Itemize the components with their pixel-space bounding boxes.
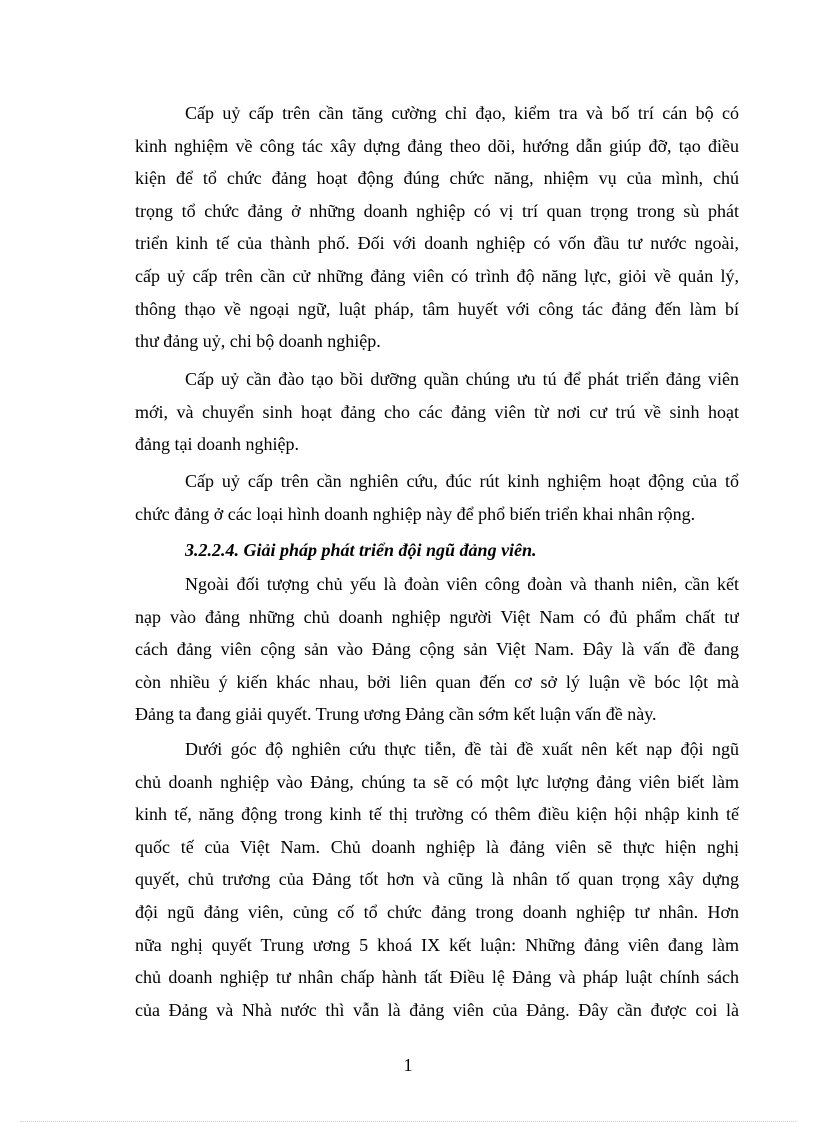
page-bottom-divider <box>20 1121 796 1122</box>
text-line: trọng tổ chức đảng ở những doanh nghiệp có vị trí quan trọng trong sù phát <box>135 200 739 221</box>
text-line: kiện để tổ chức đảng hoạt động đúng chức năng, nhiệm vụ của mình, chú <box>135 168 739 189</box>
text-line: nạp vào đảng những chủ doanh nghiệp người Việt Nam có đủ phẩm chất tư <box>135 606 739 627</box>
text-line: Ngoài đối tượng chủ yếu là đoàn viên công đoàn và thanh niên, cần kết <box>185 574 739 594</box>
text-line: cách đảng viên cộng sản vào Đảng cộng sản Việt Nam. Đây là vấn đề đang <box>135 639 739 660</box>
text-line: Đảng ta đang giải quyết. Trung ương Đảng cần sớm kết luận vấn đề này. <box>135 704 657 725</box>
text-line: chức đảng ở các loại hình doanh nghiệp này để phổ biến triển khai nhân rộng. <box>135 503 696 524</box>
text-line: đảng tại doanh nghiệp. <box>135 434 299 455</box>
text-line: Cấp uỷ cấp trên cần tăng cường chỉ đạo, kiểm tra và bố trí cán bộ có <box>185 103 739 123</box>
section-heading: 3.2.2.4. Giải pháp phát triển đội ngũ đảng viên. <box>185 540 537 560</box>
text-line: đội ngũ đảng viên, củng cố tổ chức đảng trong doanh nghiệp tư nhân. Hơn <box>135 901 739 922</box>
text-line: triển kinh tế của thành phố. Đối với doanh nghiệp có vốn đầu tư nước ngoài, <box>135 233 739 254</box>
text-line: cấp uỷ cấp trên cần cử những đảng viên có trình độ năng lực, giỏi về quản lý, <box>135 265 739 286</box>
paragraph-1 <box>135 97 739 358</box>
text-line: Dưới góc độ nghiên cứu thực tiễn, đề tài đề xuất nên kết nạp đội ngũ <box>185 739 739 759</box>
page-number: 1 <box>403 1055 413 1075</box>
text-line: kinh nghiệm về công tác xây dựng đảng theo dõi, hướng dẫn giúp đỡ, tạo điều <box>135 135 739 156</box>
paragraph-5 <box>135 733 739 1026</box>
text-line: còn nhiều ý kiến khác nhau, bởi liên quan đến cơ sở lý luận về bóc lột mà <box>135 671 739 692</box>
text-line: của Đảng và Nhà nước thì vẫn là đảng viên của Đảng. Đây cần được coi là <box>135 999 739 1020</box>
text-line: mới, và chuyển sinh hoạt đảng cho các đảng viên từ nơi cư trú về sinh hoạt <box>135 401 739 422</box>
paragraph-4 <box>135 568 739 731</box>
text-line: nữa nghị quyết Trung ương 5 khoá IX kết luận: Những đảng viên đang làm <box>135 934 739 955</box>
text-line: Cấp uỷ cấp trên cần nghiên cứu, đúc rút kinh nghiệm hoạt động của tổ <box>185 471 739 491</box>
text-line: chủ doanh nghiệp tư nhân chấp hành tất Điều lệ Đảng và pháp luật chính sách <box>135 967 739 988</box>
text-line: thông thạo về ngoại ngữ, luật pháp, tâm huyết với công tác đảng đến làm bí <box>135 298 739 319</box>
paragraph-3 <box>135 465 739 530</box>
text-line: thư đảng uỷ, chi bộ doanh nghiệp. <box>135 331 381 352</box>
text-line: quốc tế của Việt Nam. Chủ doanh nghiệp là đảng viên sẽ thực hiện nghị <box>135 836 739 857</box>
text-line: chủ doanh nghiệp vào Đảng, chúng ta sẽ có một lực lượng đảng viên biết làm <box>135 771 739 792</box>
text-line: quyết, chủ trương của Đảng tốt hơn và cũng là nhân tố quan trọng xây dựng <box>135 869 739 890</box>
text-line: kinh tế, năng động trong kinh tế thị trường có thêm điều kiện hội nhập kinh tế <box>135 804 739 825</box>
paragraph-2 <box>135 363 739 461</box>
text-line: Cấp uỷ cần đào tạo bồi dưỡng quần chúng ưu tú để phát triển đảng viên <box>185 369 739 389</box>
